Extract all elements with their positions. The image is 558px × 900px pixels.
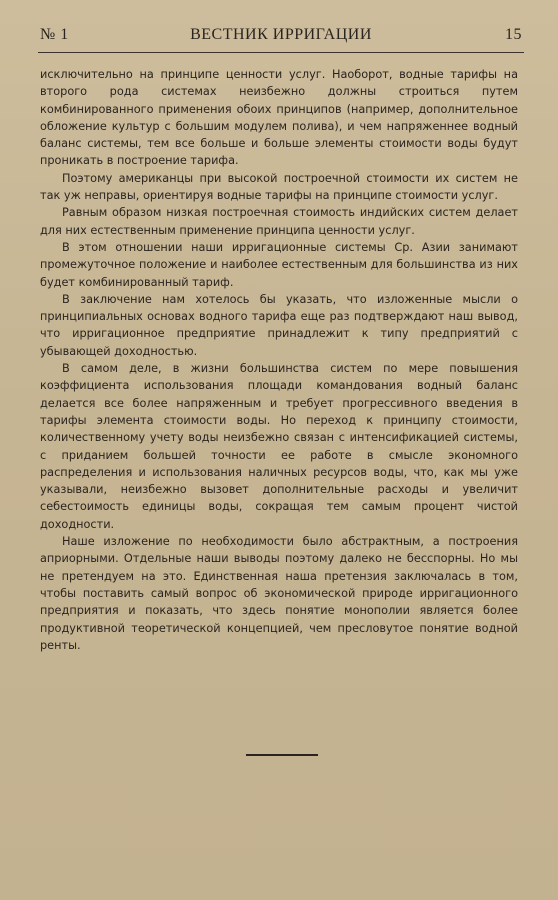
paragraph: Равным образом низкая построечная стоимость индийских систем делает для них естественным применение принципа ценности услуг.	[40, 206, 518, 237]
paragraph: Наше изложение по необходимости было абстрактным, а построения априорными. Отдельные наши выводы поэтому далеко не бесспорны. Но мы не претендуем на это. Единственная наша претензия заключалась в том, чтобы поставить самый вопрос об экономической природе ирригационного предприятия и показать, что здесь понятие монополии является более продуктивной теоретической концепцией, чем пресловутое понятие водной ренты.	[40, 535, 518, 652]
end-of-article-rule	[246, 754, 318, 756]
paragraph: исключительно на принципе ценности услуг. Наоборот, водные тарифы на второго рода системах неизбежно должны строиться путем комбинированного применения обоих принципов (например, дополнительное обложение культур с большим модулем полива), и чем напряженнее водный баланс системы, тем все больше и больше элементы стоимости воды будут проникать в построение тарифа.	[40, 68, 518, 168]
issue-number: № 1	[40, 26, 69, 43]
header-rule	[38, 52, 524, 53]
journal-title: ВЕСТНИК ИРРИГАЦИИ	[190, 26, 372, 43]
paragraph: В этом отношении наши ирригационные системы Ср. Азии занимают промежуточное положение и наиболее естественным для большинства из них будет комбинированный тариф.	[40, 240, 518, 289]
paragraph: В заключение нам хотелось бы указать, что изложенные мысли о принципиальных основах водного тарифа еще раз подтверждают наш вывод, что ирригационное предприятие принадлежит к типу предприятий с убывающей доходностью.	[40, 292, 518, 358]
paragraph: Поэтому американцы при высокой построечной стоимости их систем не так уж неправы, ориентируя водные тарифы на принципе стоимости услуг.	[40, 171, 518, 203]
running-header	[40, 26, 522, 48]
article-body	[40, 66, 518, 654]
paragraph: В самом деле, в жизни большинства систем по мере повышения коэффициента использования площади командования водный баланс делается все более напряженным и требует прогрессивного введения в тарифы элемента стоимости воды. Но переход к принципу стоимости, количественному учету воды неизбежно связан с интенсификацией системы, с приданием большей точности ее работе в смысле экономного распределения и использования наличных ресурсов воды, что, как мы уже указывали, неизбежно вызовет дополнительные расходы и увеличит себестоимость единицы воды, сокращая тем самым процент чистой доходности.	[40, 362, 518, 531]
page-number: 15	[505, 26, 522, 43]
